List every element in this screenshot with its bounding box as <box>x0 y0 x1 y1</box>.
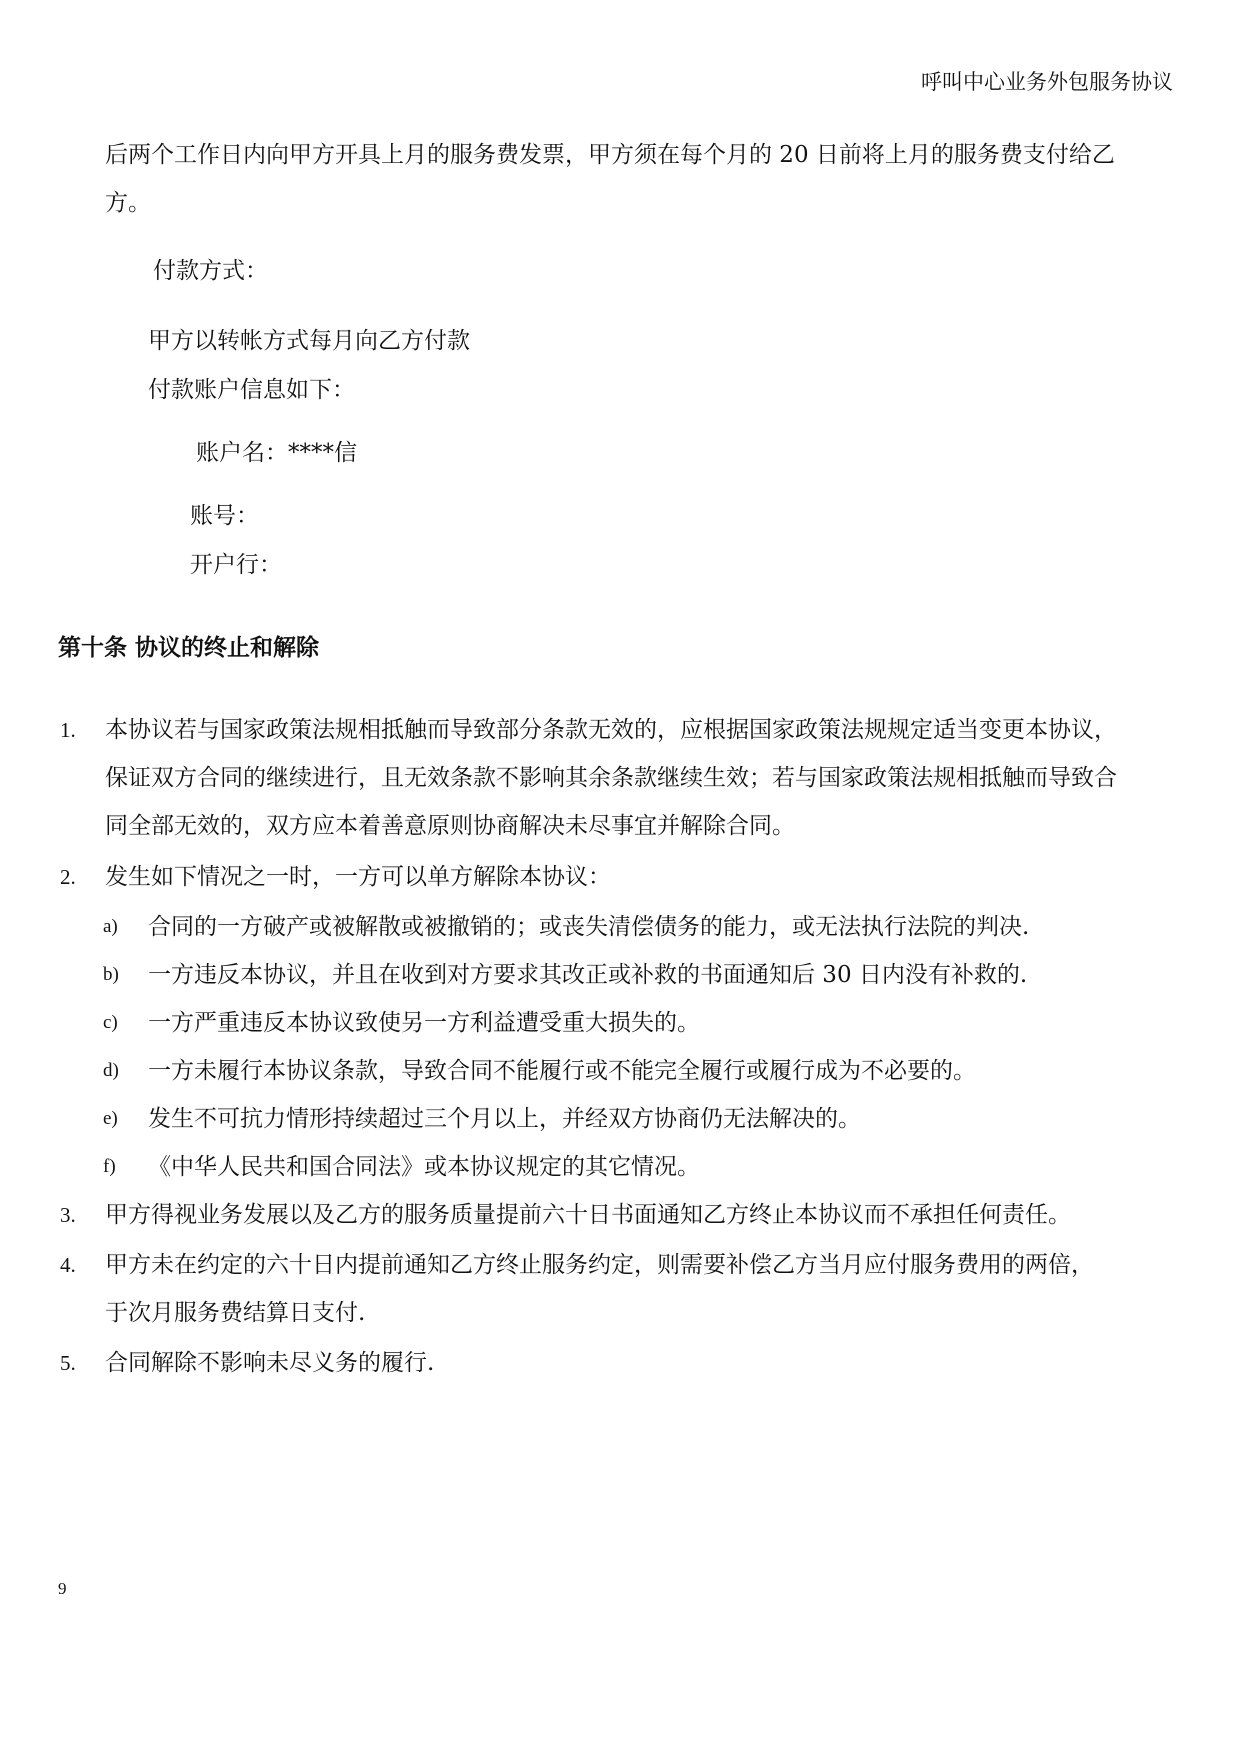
item-number: 2. <box>60 865 76 889</box>
item-3-line-1: 甲方得视业务发展以及乙方的服务质量提前六十日书面通知乙方终止本协议而不承担任何责任。 <box>105 1202 1071 1228</box>
item-number: 3. <box>60 1203 76 1227</box>
payment-method-text: 甲方以转帐方式每月向乙方付款 <box>148 328 470 354</box>
account-name: 账户名：****信 <box>196 440 357 466</box>
payment-method-label: 付款方式： <box>153 258 268 284</box>
page-number: 9 <box>58 1579 67 1598</box>
sub-item-b: 一方违反本协议，并且在收到对方要求其改正或补救的书面通知后 30 日内没有补救的. <box>148 962 1028 988</box>
sub-item-a: 合同的一方破产或被解散或被撤销的；或丧失清偿债务的能力，或无法执行法院的判决. <box>148 914 1030 940</box>
bank-name: 开户行： <box>190 552 282 578</box>
article-10-heading: 第十条 协议的终止和解除 <box>58 634 320 661</box>
item-2-line-1: 发生如下情况之一时，一方可以单方解除本协议： <box>105 864 611 890</box>
sub-item-letter: c) <box>103 1012 118 1033</box>
item-4-line-1: 甲方未在约定的六十日内提前通知乙方终止服务约定，则需要补偿乙方当月应付服务费用的两倍， <box>105 1252 1094 1278</box>
item-5-line-1: 合同解除不影响未尽义务的履行. <box>105 1350 435 1376</box>
sub-item-f: 《中华人民共和国合同法》或本协议规定的其它情况。 <box>148 1154 700 1180</box>
item-4-line-2: 于次月服务费结算日支付. <box>105 1300 366 1326</box>
item-1-line-1: 本协议若与国家政策法规相抵触而导致部分条款无效的，应根据国家政策法规规定适当变更本协议， <box>105 717 1117 743</box>
item-1-line-3: 同全部无效的，双方应本着善意原则协商解决未尽事宜并解除合同。 <box>105 813 795 839</box>
intro-line-1: 后两个工作日内向甲方开具上月的服务费发票，甲方须在每个月的 20 日前将上月的服务费支付给乙 <box>105 142 1115 168</box>
sub-item-letter: a) <box>103 916 118 937</box>
sub-item-letter: b) <box>103 964 119 985</box>
item-1-line-2: 保证双方合同的继续进行，且无效条款不影响其余条款继续生效；若与国家政策法规相抵触而导致合 <box>105 765 1117 791</box>
sub-item-d: 一方未履行本协议条款，导致合同不能履行或不能完全履行或履行成为不必要的。 <box>148 1058 976 1084</box>
account-number: 账号： <box>190 503 259 529</box>
sub-item-letter: e) <box>103 1108 118 1129</box>
item-number: 1. <box>60 718 76 742</box>
item-number: 4. <box>60 1253 76 1277</box>
sub-item-letter: f) <box>103 1156 116 1177</box>
sub-item-letter: d) <box>103 1060 119 1081</box>
account-info-label: 付款账户信息如下： <box>148 377 355 403</box>
sub-item-e: 发生不可抗力情形持续超过三个月以上，并经双方协商仍无法解决的。 <box>148 1106 861 1132</box>
intro-line-2: 方。 <box>105 190 151 216</box>
item-number: 5. <box>60 1351 76 1375</box>
sub-item-c: 一方严重违反本协议致使另一方利益遭受重大损失的。 <box>148 1010 700 1036</box>
running-header: 呼叫中心业务外包服务协议 <box>921 70 1173 94</box>
